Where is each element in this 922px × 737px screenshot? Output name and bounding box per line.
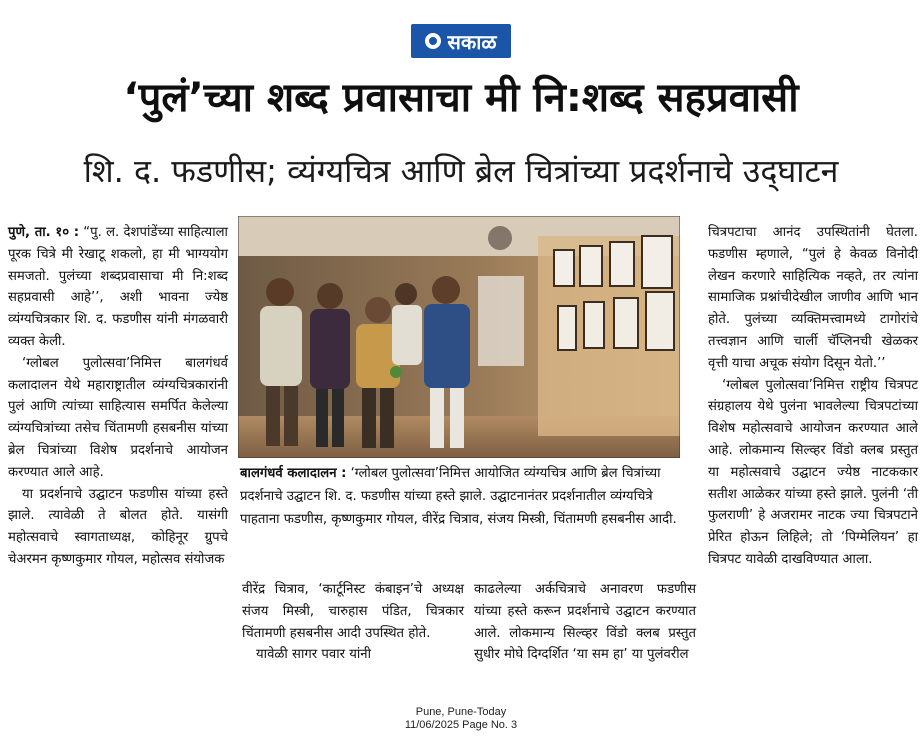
page-footer <box>0 706 922 732</box>
subheadline: शि. द. फडणीस; व्यंग्यचित्र आणि ब्रेल चित्रांच्या प्रदर्शनाचे उद्‌घाटन <box>83 152 839 190</box>
article-paragraph: यावेळी सागर पवार यांनी <box>256 647 371 663</box>
sakal-logo-icon <box>425 33 441 49</box>
footer-edition: Pune, Pune-Today <box>415 706 507 718</box>
article-paragraph: वीरेंद्र चित्राव, ‘कार्टूनिस्ट कंबाइन’चे अध्यक्ष संजय मिस्त्री, चारुहास पंडित, चित्रकार चिंतामणी हसबनीस आदी उपस्थित होते. <box>242 582 464 641</box>
article-paragraph: काढलेल्या अर्कचित्राचे अनावरण फडणीस यांच्या हस्ते करून प्रदर्शनाचे उद्घाटन करण्यात आले. लोकमान्य सिल्व्हर विंडो क्लब प्रस्तुत सुधीर मोघे दिग्दर्शित ‘या सम हा’ या पुलंवरील <box>474 582 696 663</box>
article-paragraph: चित्रपटाचा आनंद उपस्थितांनी घेतला. फडणीस म्हणाले, “पुलं हे केवळ विनोदी लेखन करणारे साहित्यिक नव्हते, तर त्यांना सामाजिक प्रश्नांचीदेखील जाणीव आणि भान होते. पुलंच्या व्यक्तिमत्त्वामध्ये टागोरांचे तत्त्वज्ञान आणि चार्ली चॅप्लिनची खेळकर वृत्ती याचा अचूक संयोग दिसून येतो.’’ <box>708 225 918 371</box>
article-column-2 <box>242 579 464 666</box>
article-column-1 <box>8 222 228 571</box>
article-paragraph: ‘ग्लोबल पुलोत्सवा’निमित्त राष्ट्रीय चित्रपट संग्रहालय येथे पुलंना भावलेल्या चित्रपटांच्या विशेष महोत्सवाचे आयोजन करण्यात आले आहे. लोकमान्य सिल्व्हर विंडो क्लब प्रस्तुत या महोत्सवाचे उद्घाटन ज्येष्ठ नाटककार सतीश आळेकर यांच्या हस्ते झाले. पुलंनी ‘ती फुलराणी’ हे अजरामर नाटक ज्या चित्रपटाने प्रेरित होऊन लिहिले; तो ‘पिग्मेलियन’ हा चित्रपट यावेळी दाखविण्यात आला. <box>708 377 918 567</box>
article-text: “पु. ल. देशपांडेंच्या साहित्याला पूरक चित्रे मी रेखाटू शकलो, हा मी भाग्ययोग समजतो. पुलंच्या शब्दप्रवासाचा मी नि:शब्द सहप्रवासी आहे’’, अशी भावना ज्येष्ठ व्यंग्यचित्रकार शि. द. फडणीस यांनी मंगळवारी व्यक्त केली. <box>8 225 228 349</box>
footer-date-page: 11/06/2025 Page No. 3 <box>404 719 518 731</box>
sakal-masthead-logo <box>411 24 511 58</box>
exhibition-photo <box>238 216 680 458</box>
caption-location: बालगंधर्व कलादालन : <box>240 466 347 481</box>
headline: ‘पुलं’च्या शब्द प्रवासाचा मी नि:शब्द सहप्रवासी <box>123 75 799 121</box>
article-paragraph <box>8 222 228 353</box>
article-column-4 <box>708 222 918 571</box>
photo-caption <box>240 462 680 531</box>
masthead-title: सकाळ <box>447 29 497 54</box>
dateline: पुणे, ता. १० : <box>8 225 79 240</box>
article-paragraph: ‘ग्लोबल पुलोत्सवा’निमित्त बालगंधर्व कलादालन येथे महाराष्ट्रातील व्यंग्यचित्रकारांनी पुलं आणि त्यांच्या साहित्यास समर्पित केलेल्या व्यंग्यचित्रांच्या तसेच चिंतामणी हसबनीस यांच्या ब्रेल चित्रांच्या विशेष प्रदर्शनाचे आयोजन करण्यात आले आहे. <box>8 355 228 480</box>
photo-illustration <box>238 216 680 458</box>
article-column-3 <box>474 579 696 666</box>
caption-text: ‘ग्लोबल पुलोत्सवा’निमित्त आयोजित व्यंग्यचित्र आणि ब्रेल चित्रांच्या प्रदर्शनाचे उद्घाटन शि. द. फडणीस यांच्या हस्ते झाले. उद्घाटनानंतर प्रदर्शनातील व्यंग्यचित्रे पाहताना फडणीस, कृष्णकुमार गोयल, वीरेंद्र चित्राव, संजय मिस्त्री, चिंतामणी हसबनीस आदी. <box>240 466 677 527</box>
article-paragraph: या प्रदर्शनाचे उद्घाटन फडणीस यांच्या हस्ते झाले. त्यावेळी ते बोलत होते. यासंगी महोत्सवाचे स्वागताध्यक्ष, कोहिनूर ग्रुपचे चेअरमन कृष्णकुमार गोयल, महोत्सव संयोजक <box>8 486 228 567</box>
